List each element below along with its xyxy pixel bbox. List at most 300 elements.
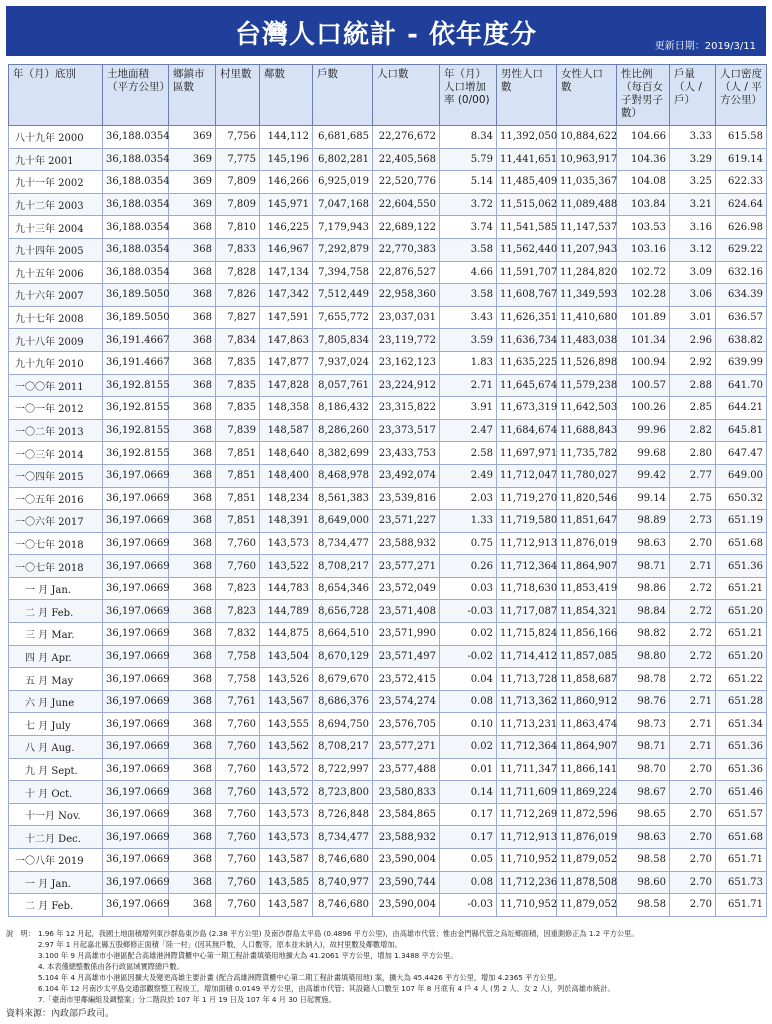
value-cell: 22,876,527 — [373, 261, 440, 284]
value-cell: 7,775 — [216, 148, 260, 171]
value-cell: 368 — [169, 329, 216, 352]
value-cell: 11,035,367 — [557, 171, 617, 194]
value-cell: 7,756 — [216, 126, 260, 149]
value-cell: 36,188.0354 — [103, 171, 169, 194]
value-cell: 11,719,580 — [497, 510, 557, 533]
value-cell: 7,758 — [216, 645, 260, 668]
note-item: 5.104 年 4 月高雄市小港區因擴大及變更高雄主要計畫 (配合高雄洲際貨櫃中心第二期工程計畫填築用地) 案，擴大為 45.4426 平方公里，增加 4.2365 平方公里。 — [38, 973, 562, 982]
table-row — [9, 464, 767, 487]
value-cell: 7,760 — [216, 803, 260, 826]
table-row — [9, 126, 767, 149]
value-cell: 0.04 — [440, 668, 497, 691]
period-cell: 九十一年 2002 — [9, 171, 103, 194]
value-cell: 147,828 — [260, 374, 313, 397]
value-cell: 98.67 — [617, 781, 670, 804]
value-cell: 368 — [169, 419, 216, 442]
value-cell: 11,853,419 — [557, 577, 617, 600]
column-header: 戶量（人 / 戶） — [670, 65, 716, 126]
value-cell: 143,587 — [260, 849, 313, 872]
value-cell: 11,483,038 — [557, 329, 617, 352]
value-cell: 2.85 — [670, 397, 716, 420]
value-cell: 8,664,510 — [313, 623, 373, 646]
period-cell: 九十四年 2005 — [9, 238, 103, 261]
table-row — [9, 781, 767, 804]
value-cell: 651.46 — [716, 781, 767, 804]
value-cell: 368 — [169, 826, 216, 849]
value-cell: 8,561,383 — [313, 487, 373, 510]
value-cell: 2.70 — [670, 894, 716, 917]
value-cell: 368 — [169, 623, 216, 646]
value-cell: 651.36 — [716, 758, 767, 781]
value-cell: 11,711,609 — [497, 781, 557, 804]
value-cell: 7,394,758 — [313, 261, 373, 284]
value-cell: 3.43 — [440, 306, 497, 329]
value-cell: 8,734,477 — [313, 532, 373, 555]
value-cell: 0.17 — [440, 826, 497, 849]
value-cell: 7,758 — [216, 668, 260, 691]
notes-list — [6, 928, 766, 1005]
value-cell: 2.47 — [440, 419, 497, 442]
value-cell: 368 — [169, 645, 216, 668]
value-cell: 23,574,274 — [373, 690, 440, 713]
value-cell: 11,876,019 — [557, 532, 617, 555]
table-row — [9, 758, 767, 781]
value-cell: 8,286,260 — [313, 419, 373, 442]
value-cell: 7,835 — [216, 397, 260, 420]
value-cell: 2.70 — [670, 826, 716, 849]
table-row — [9, 419, 767, 442]
note-item: 4. 本表僅總整數係由各行政區域實際總戶數。 — [38, 962, 184, 971]
period-cell: 一〇二年 2013 — [9, 419, 103, 442]
value-cell: 8,656,728 — [313, 600, 373, 623]
value-cell: 23,576,705 — [373, 713, 440, 736]
value-cell: 0.14 — [440, 781, 497, 804]
value-cell: 146,225 — [260, 216, 313, 239]
value-cell: 23,584,865 — [373, 803, 440, 826]
value-cell: 3.16 — [670, 216, 716, 239]
value-cell: 11,089,488 — [557, 193, 617, 216]
value-cell: 8,722,997 — [313, 758, 373, 781]
value-cell: 11,866,141 — [557, 758, 617, 781]
value-cell: 11,820,546 — [557, 487, 617, 510]
value-cell: 98.63 — [617, 826, 670, 849]
value-cell: 7,851 — [216, 442, 260, 465]
value-cell: 8,679,670 — [313, 668, 373, 691]
value-cell: 1.33 — [440, 510, 497, 533]
value-cell: 7,760 — [216, 871, 260, 894]
period-cell: 八十九年 2000 — [9, 126, 103, 149]
value-cell: 11,712,047 — [497, 464, 557, 487]
value-cell: 11,878,508 — [557, 871, 617, 894]
value-cell: 7,823 — [216, 600, 260, 623]
value-cell: 146,967 — [260, 238, 313, 261]
value-cell: 11,673,319 — [497, 397, 557, 420]
value-cell: 11,713,728 — [497, 668, 557, 691]
data-source: 資料來源：內政部戶政司。 — [6, 1009, 115, 1019]
value-cell: 99.68 — [617, 442, 670, 465]
value-cell: 11,562,440 — [497, 238, 557, 261]
value-cell: 36,197.0669 — [103, 713, 169, 736]
value-cell: 7,512,449 — [313, 284, 373, 307]
period-cell: 二 月 Feb. — [9, 894, 103, 917]
value-cell: 145,971 — [260, 193, 313, 216]
value-cell: 147,591 — [260, 306, 313, 329]
value-cell: 3.72 — [440, 193, 497, 216]
value-cell: 2.58 — [440, 442, 497, 465]
table-row — [9, 645, 767, 668]
value-cell: 143,587 — [260, 894, 313, 917]
table-row — [9, 261, 767, 284]
value-cell: 104.36 — [617, 148, 670, 171]
value-cell: 644.21 — [716, 397, 767, 420]
page-title: 台灣人口統計 - 依年度分 — [235, 20, 537, 50]
value-cell: 102.28 — [617, 284, 670, 307]
value-cell: 11,392,050 — [497, 126, 557, 149]
value-cell: 11,591,707 — [497, 261, 557, 284]
value-cell: 368 — [169, 510, 216, 533]
value-cell: 11,851,647 — [557, 510, 617, 533]
value-cell: 23,571,497 — [373, 645, 440, 668]
value-cell: 7,839 — [216, 419, 260, 442]
value-cell: 2.73 — [670, 510, 716, 533]
value-cell: 23,577,488 — [373, 758, 440, 781]
value-cell: 7,760 — [216, 781, 260, 804]
period-cell: 一〇四年 2015 — [9, 464, 103, 487]
value-cell: 23,588,932 — [373, 826, 440, 849]
value-cell: 7,179,943 — [313, 216, 373, 239]
value-cell: 11,872,596 — [557, 803, 617, 826]
table-row — [9, 329, 767, 352]
table-row — [9, 532, 767, 555]
value-cell: 98.70 — [617, 758, 670, 781]
value-cell: 143,573 — [260, 826, 313, 849]
value-cell: 7,760 — [216, 555, 260, 578]
value-cell: 368 — [169, 758, 216, 781]
value-cell: 2.80 — [670, 442, 716, 465]
value-cell: 368 — [169, 577, 216, 600]
value-cell: 368 — [169, 442, 216, 465]
value-cell: 0.01 — [440, 758, 497, 781]
column-header: 村里數 — [216, 65, 260, 126]
period-cell: 三 月 Mar. — [9, 623, 103, 646]
value-cell: 2.71 — [670, 555, 716, 578]
value-cell: 36,189.5050 — [103, 306, 169, 329]
value-cell: 11,207,943 — [557, 238, 617, 261]
table-row — [9, 284, 767, 307]
value-cell: 2.70 — [670, 758, 716, 781]
value-cell: 22,958,360 — [373, 284, 440, 307]
value-cell: 2.71 — [670, 736, 716, 759]
value-cell: 8,694,750 — [313, 713, 373, 736]
value-cell: 632.16 — [716, 261, 767, 284]
value-cell: 7,760 — [216, 894, 260, 917]
value-cell: 3.58 — [440, 284, 497, 307]
value-cell: 22,689,122 — [373, 216, 440, 239]
value-cell: 98.71 — [617, 555, 670, 578]
table-row — [9, 148, 767, 171]
value-cell: 143,562 — [260, 736, 313, 759]
value-cell: 651.71 — [716, 894, 767, 917]
table-row — [9, 193, 767, 216]
value-cell: 100.94 — [617, 351, 670, 374]
value-cell: 2.49 — [440, 464, 497, 487]
value-cell: 639.99 — [716, 351, 767, 374]
value-cell: 11,712,913 — [497, 532, 557, 555]
value-cell: -0.03 — [440, 600, 497, 623]
value-cell: 23,224,912 — [373, 374, 440, 397]
value-cell: 36,197.0669 — [103, 668, 169, 691]
period-cell: 一 月 Jan. — [9, 871, 103, 894]
value-cell: 98.65 — [617, 803, 670, 826]
value-cell: 36,197.0669 — [103, 600, 169, 623]
value-cell: 368 — [169, 306, 216, 329]
value-cell: 102.72 — [617, 261, 670, 284]
value-cell: 23,590,004 — [373, 894, 440, 917]
value-cell: 7,937,024 — [313, 351, 373, 374]
value-cell: 2.96 — [670, 329, 716, 352]
value-cell: 36,197.0669 — [103, 803, 169, 826]
value-cell: 36,192.8155 — [103, 374, 169, 397]
value-cell: 2.71 — [670, 713, 716, 736]
table-row — [9, 374, 767, 397]
value-cell: 3.06 — [670, 284, 716, 307]
value-cell: 36,197.0669 — [103, 645, 169, 668]
period-cell: 四 月 Apr. — [9, 645, 103, 668]
value-cell: 8,686,376 — [313, 690, 373, 713]
value-cell: 22,405,568 — [373, 148, 440, 171]
value-cell: 103.53 — [617, 216, 670, 239]
value-cell: 647.47 — [716, 442, 767, 465]
value-cell: 36,197.0669 — [103, 758, 169, 781]
value-cell: 0.26 — [440, 555, 497, 578]
value-cell: 2.82 — [670, 419, 716, 442]
value-cell: 104.66 — [617, 126, 670, 149]
period-cell: 一〇三年 2014 — [9, 442, 103, 465]
value-cell: 11,713,362 — [497, 690, 557, 713]
value-cell: 3.33 — [670, 126, 716, 149]
value-cell: 145,196 — [260, 148, 313, 171]
value-cell: 5.79 — [440, 148, 497, 171]
value-cell: 103.16 — [617, 238, 670, 261]
value-cell: 36,197.0669 — [103, 826, 169, 849]
value-cell: 11,856,166 — [557, 623, 617, 646]
note-item: 1.96 年 12 月起，我國土地面積增列東沙群島東沙島 (2.38 平方公里) 及南沙群島太平島 (0.4896 平方公里)，由高雄市代管；惟由金門縣代管之烏坵鄉面積，因重測修正為 1.2 平方公里。 — [38, 929, 639, 938]
period-cell: 九 月 Sept. — [9, 758, 103, 781]
value-cell: 651.71 — [716, 849, 767, 872]
value-cell: 368 — [169, 713, 216, 736]
value-cell: 143,567 — [260, 690, 313, 713]
value-cell: 144,112 — [260, 126, 313, 149]
value-cell: 636.57 — [716, 306, 767, 329]
note-item: 2.97 年 1 月起嘉北縣五股鄉修正面積「陸一村」(因其無戶數，人口數等，原本並未納入)，故村里數及鄰數增加。 — [38, 940, 402, 949]
value-cell: 11,712,236 — [497, 871, 557, 894]
value-cell: 99.96 — [617, 419, 670, 442]
value-cell: 3.91 — [440, 397, 497, 420]
value-cell: 147,863 — [260, 329, 313, 352]
value-cell: 651.22 — [716, 668, 767, 691]
value-cell: 99.42 — [617, 464, 670, 487]
value-cell: 11,712,913 — [497, 826, 557, 849]
value-cell: 36,197.0669 — [103, 736, 169, 759]
value-cell: 98.80 — [617, 645, 670, 668]
value-cell: 6,802,281 — [313, 148, 373, 171]
value-cell: 23,577,271 — [373, 736, 440, 759]
value-cell: 98.84 — [617, 600, 670, 623]
value-cell: 23,162,123 — [373, 351, 440, 374]
value-cell: 11,719,270 — [497, 487, 557, 510]
value-cell: 104.08 — [617, 171, 670, 194]
value-cell: 8,649,000 — [313, 510, 373, 533]
table-header-row — [9, 65, 767, 126]
column-header: 男性人口數 — [497, 65, 557, 126]
value-cell: 11,857,085 — [557, 645, 617, 668]
table-row — [9, 849, 767, 872]
value-cell: 2.70 — [670, 781, 716, 804]
value-cell: 23,037,031 — [373, 306, 440, 329]
table-row — [9, 510, 767, 533]
value-cell: 11,710,952 — [497, 849, 557, 872]
column-header: 戶數 — [313, 65, 373, 126]
period-cell: 九十三年 2004 — [9, 216, 103, 239]
note-item: 3.100 年 9 月高雄市小港區配合高雄港洲際貨櫃中心第一期工程計畫填築用地擴大為 41.2061 平方公里，增加 1.3488 平方公里。 — [38, 951, 458, 960]
period-cell: 九十五年 2006 — [9, 261, 103, 284]
value-cell: 11,636,734 — [497, 329, 557, 352]
value-cell: 0.08 — [440, 690, 497, 713]
value-cell: 651.57 — [716, 803, 767, 826]
value-cell: 148,400 — [260, 464, 313, 487]
column-header: 土地面積（平方公里） — [103, 65, 169, 126]
value-cell: 22,520,776 — [373, 171, 440, 194]
value-cell: 8,382,699 — [313, 442, 373, 465]
value-cell: 143,585 — [260, 871, 313, 894]
column-header: 人口密度（人 / 平方公里） — [716, 65, 767, 126]
value-cell: 0.02 — [440, 623, 497, 646]
value-cell: 634.39 — [716, 284, 767, 307]
value-cell: 7,760 — [216, 713, 260, 736]
value-cell: 147,877 — [260, 351, 313, 374]
value-cell: 36,197.0669 — [103, 577, 169, 600]
note-item: 7.「臺南市里鄰編組及調整案」分二階段於 107 年 1 月 19 日及 107 年 4 月 30 日起實施。 — [38, 995, 336, 1004]
value-cell: 11,869,224 — [557, 781, 617, 804]
value-cell: 11,515,062 — [497, 193, 557, 216]
value-cell: 651.36 — [716, 555, 767, 578]
table-row — [9, 351, 767, 374]
value-cell: 101.89 — [617, 306, 670, 329]
column-header: 人口數 — [373, 65, 440, 126]
value-cell: 11,608,767 — [497, 284, 557, 307]
table-row — [9, 238, 767, 261]
value-cell: 99.14 — [617, 487, 670, 510]
period-cell: 五 月 May — [9, 668, 103, 691]
value-cell: 368 — [169, 555, 216, 578]
value-cell: 23,590,744 — [373, 871, 440, 894]
value-cell: 8,734,477 — [313, 826, 373, 849]
value-cell: 651.34 — [716, 713, 767, 736]
period-cell: 九十八年 2009 — [9, 329, 103, 352]
value-cell: 11,858,687 — [557, 668, 617, 691]
value-cell: 11,642,503 — [557, 397, 617, 420]
value-cell: 23,571,227 — [373, 510, 440, 533]
value-cell: 36,197.0669 — [103, 464, 169, 487]
value-cell: 7,833 — [216, 238, 260, 261]
value-cell: 641.70 — [716, 374, 767, 397]
value-cell: 0.08 — [440, 871, 497, 894]
value-cell: 23,492,074 — [373, 464, 440, 487]
value-cell: 8,708,217 — [313, 555, 373, 578]
value-cell: 148,587 — [260, 419, 313, 442]
value-cell: 11,864,907 — [557, 736, 617, 759]
value-cell: 3.21 — [670, 193, 716, 216]
table-row — [9, 894, 767, 917]
value-cell: 98.89 — [617, 510, 670, 533]
value-cell: 11,876,019 — [557, 826, 617, 849]
period-cell: 十一月 Nov. — [9, 803, 103, 826]
value-cell: 7,835 — [216, 351, 260, 374]
value-cell: 11,688,843 — [557, 419, 617, 442]
value-cell: 98.82 — [617, 623, 670, 646]
value-cell: 6,925,019 — [313, 171, 373, 194]
value-cell: 22,604,550 — [373, 193, 440, 216]
value-cell: 36,189.5050 — [103, 284, 169, 307]
value-cell: 10,963,917 — [557, 148, 617, 171]
value-cell: 2.03 — [440, 487, 497, 510]
value-cell: 23,119,772 — [373, 329, 440, 352]
value-cell: 23,577,271 — [373, 555, 440, 578]
value-cell: 36,197.0669 — [103, 871, 169, 894]
table-row — [9, 713, 767, 736]
value-cell: 651.21 — [716, 623, 767, 646]
value-cell: 36,191.4667 — [103, 329, 169, 352]
value-cell: 368 — [169, 238, 216, 261]
table-row — [9, 397, 767, 420]
value-cell: 7,832 — [216, 623, 260, 646]
value-cell: 7,760 — [216, 826, 260, 849]
value-cell: 11,441,651 — [497, 148, 557, 171]
value-cell: 98.78 — [617, 668, 670, 691]
value-cell: 23,433,753 — [373, 442, 440, 465]
period-cell: 九十年 2001 — [9, 148, 103, 171]
value-cell: 11,626,351 — [497, 306, 557, 329]
value-cell: 7,655,772 — [313, 306, 373, 329]
value-cell: 23,571,408 — [373, 600, 440, 623]
value-cell: 368 — [169, 871, 216, 894]
value-cell: 11,715,824 — [497, 623, 557, 646]
value-cell: 0.03 — [440, 577, 497, 600]
value-cell: 11,735,782 — [557, 442, 617, 465]
column-header: 年（月）人口增加率 (0/00) — [440, 65, 497, 126]
value-cell: 143,504 — [260, 645, 313, 668]
value-cell: 11,879,052 — [557, 894, 617, 917]
value-cell: 11,717,087 — [497, 600, 557, 623]
notes-label: 說 明： — [6, 929, 35, 938]
value-cell: 11,349,593 — [557, 284, 617, 307]
value-cell: 3.74 — [440, 216, 497, 239]
period-cell: 十二月 Dec. — [9, 826, 103, 849]
period-cell: 十 月 Oct. — [9, 781, 103, 804]
value-cell: 11,864,907 — [557, 555, 617, 578]
value-cell: 11,711,347 — [497, 758, 557, 781]
value-cell: 368 — [169, 849, 216, 872]
value-cell: 11,526,898 — [557, 351, 617, 374]
value-cell: 2.70 — [670, 532, 716, 555]
value-cell: 143,555 — [260, 713, 313, 736]
table-body — [9, 126, 767, 917]
value-cell: 11,863,474 — [557, 713, 617, 736]
value-cell: 0.17 — [440, 803, 497, 826]
value-cell: 3.29 — [670, 148, 716, 171]
value-cell: 148,640 — [260, 442, 313, 465]
value-cell: 7,823 — [216, 577, 260, 600]
